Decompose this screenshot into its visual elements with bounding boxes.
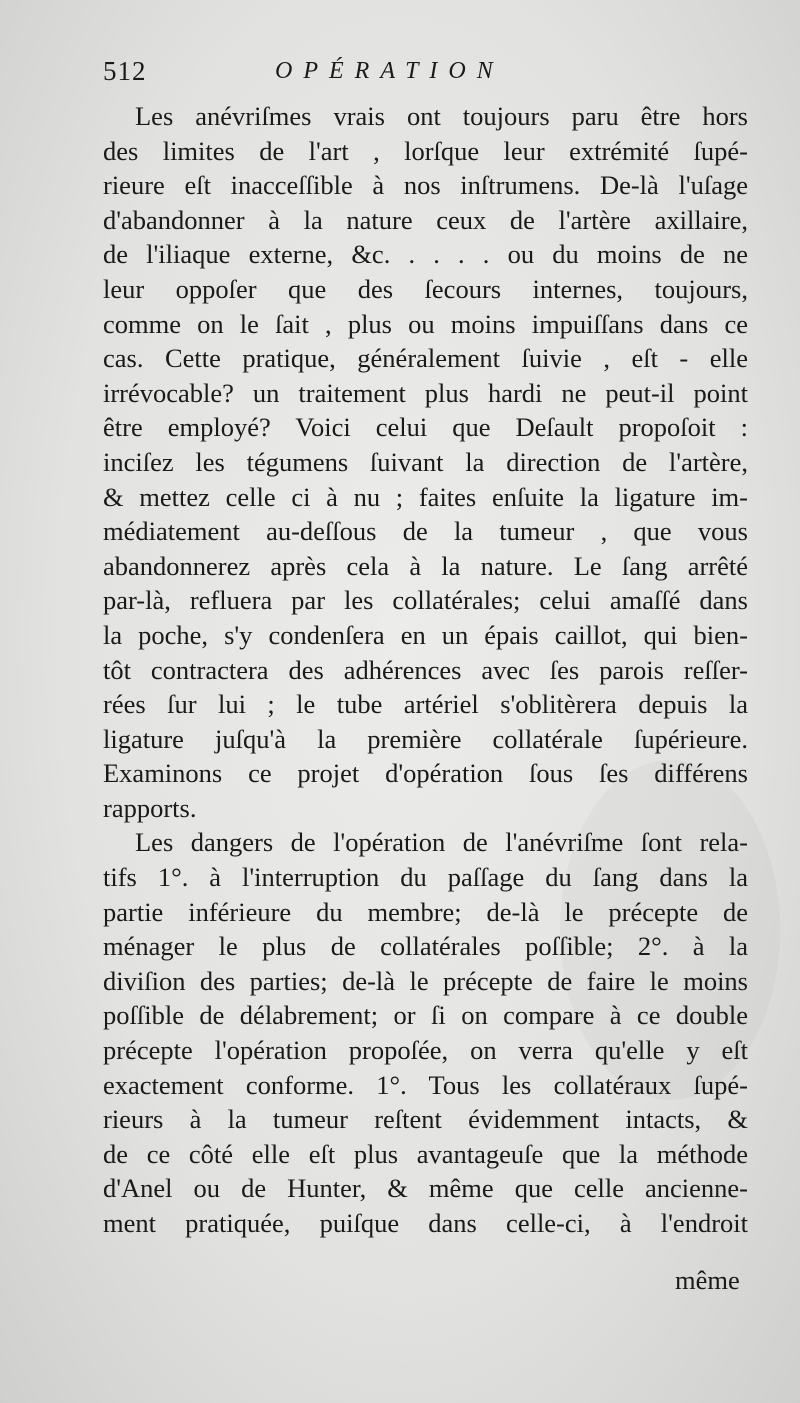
text-line: partie inférieure du membre; de-là le précepte de — [103, 896, 748, 927]
text-line: de ce côté elle eſt plus avantageuſe que la méthode — [103, 1138, 748, 1169]
text-line: diviſion des parties; de-là le précepte de faire le moins — [103, 965, 748, 996]
catchword: même — [675, 1265, 740, 1295]
text-line: d'Anel ou de Hunter, & même que celle ancienne- — [103, 1173, 748, 1204]
text-line: inciſez les tégumens ſuivant la direction de l'artère, — [103, 446, 748, 477]
body-text — [103, 99, 748, 1241]
text-line: Examinons ce projet d'opération ſous ſes différens — [103, 758, 748, 789]
text-line: d'abandonner à la nature ceux de l'artère axillaire, — [103, 204, 748, 235]
text-line: rées ſur lui ; le tube artériel s'oblitèrera depuis la — [103, 689, 748, 720]
page-header — [103, 56, 763, 92]
text-line: rieure eſt inacceſſible à nos inſtrumens. De-là l'uſage — [103, 170, 748, 201]
text-line: ménager le plus de collatérales poſſible; 2°. à la — [103, 931, 748, 962]
text-line: Les anévriſmes vrais ont toujours paru être hors — [135, 101, 748, 131]
text-line: médiatement au-deſſous de la tumeur , que vous — [103, 516, 748, 547]
text-line: cas. Cette pratique, généralement ſuivie , eſt - elle — [103, 343, 748, 374]
text-line: de l'iliaque externe, &c. . . . . ou du moins de ne — [103, 239, 748, 270]
text-line: ligature juſqu'à la première collatérale ſupérieure. — [103, 723, 748, 754]
text-line: irrévocable? un traitement plus hardi ne peut-il point — [103, 377, 748, 408]
text-line: des limites de l'art , lorſque leur extrémité ſupé- — [103, 135, 748, 166]
text-line: abandonnerez après cela à la nature. Le ſang arrêté — [103, 550, 748, 581]
text-line: la poche, s'y condenſera en un épais caillot, qui bien- — [103, 619, 748, 650]
text-line: rapports. — [103, 792, 197, 823]
text-line: être employé? Voici celui que Deſault propoſoit : — [103, 412, 748, 443]
page-number: 512 — [103, 56, 147, 86]
running-head: OPÉRATION — [275, 58, 504, 84]
text-line: & mettez celle ci à nu ; faites enſuite la ligature im- — [103, 481, 748, 512]
text-line: poſſible de délabrement; or ſi on compare à ce double — [103, 1000, 748, 1031]
text-line: Les dangers de l'opération de l'anévriſme ſont rela- — [135, 827, 748, 858]
text-line: exactement conforme. 1°. Tous les collatéraux ſupé- — [103, 1069, 748, 1100]
text-line: ment pratiquée, puiſque dans celle-ci, à l'endroit — [103, 1208, 748, 1238]
text-line: rieurs à la tumeur reſtent évidemment intacts, & — [103, 1104, 748, 1135]
text-line: par-là, refluera par les collatérales; celui amaſſé dans — [103, 585, 748, 616]
text-line: tôt contractera des adhérences avec ſes parois reſſer- — [103, 654, 748, 685]
text-line: précepte l'opération propoſée, on verra qu'elle y eſt — [103, 1035, 748, 1066]
text-line: comme on le ſait , plus ou moins impuiſſans dans ce — [103, 308, 748, 339]
text-line: tifs 1°. à l'interruption du paſſage du ſang dans la — [103, 862, 748, 893]
text-line: leur oppoſer que des ſecours internes, toujours, — [103, 273, 748, 304]
